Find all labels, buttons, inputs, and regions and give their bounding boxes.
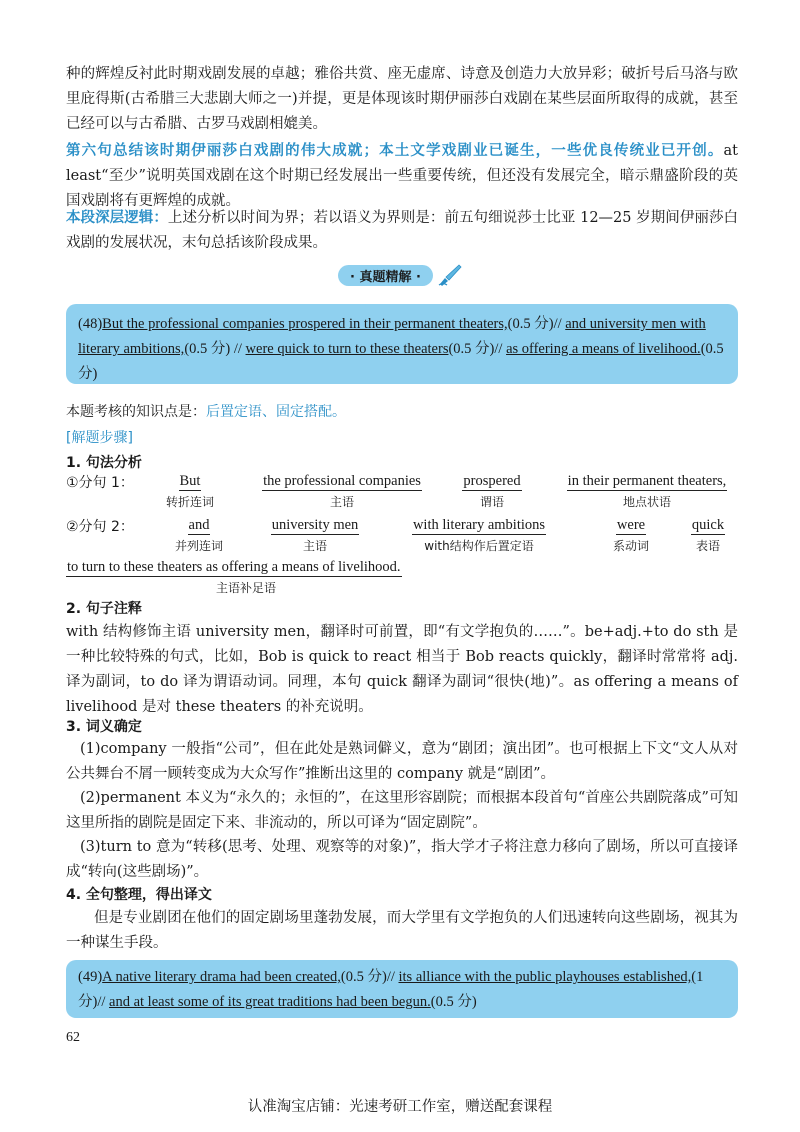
steps-tag: [解题步骤] bbox=[66, 430, 133, 446]
clause-2-token-3: with literary ambitions with结构作后置定语 bbox=[412, 517, 546, 553]
segment-1: A native literary drama had been created, bbox=[102, 969, 341, 985]
page-number: 62 bbox=[66, 1030, 80, 1045]
clause-1-token-4: in their permanent theaters, 地点状语 bbox=[567, 473, 727, 509]
step-3-item-1: (1)company 一般指“公司”，但在此处是熟词僻义，意为“剧团；演出团”。也可根据上下文“文人从对公共舞台不屑一顾转变成为大众写作”推断出这里的 company 就是“剧团”。 bbox=[66, 741, 738, 782]
knowledge-prefix: 本题考核的知识点是： bbox=[66, 404, 206, 420]
clause-2-token-2: university men 主语 bbox=[271, 517, 359, 553]
clause-2-token-5: quick 表语 bbox=[691, 517, 725, 553]
clause-2-token-4: were 系动词 bbox=[612, 517, 649, 553]
step-3-item-2: (2)permanent 本义为“永久的；永恒的”，在这里形容剧院；而根据本段首句“首座公共剧院落成”可知这里所指的剧院是固定下来、非流动的，所以可译为“固定剧院”。 bbox=[66, 790, 738, 831]
question-48-box bbox=[66, 304, 738, 384]
intro-paragraph-3 bbox=[66, 206, 738, 256]
segment-3: were quick to turn to these theaters bbox=[245, 341, 449, 357]
segment-3: and at least some of its great traditions had been begun. bbox=[109, 994, 431, 1010]
segment-4-score: (0.5 分) bbox=[78, 341, 724, 382]
clause-1-token-3: prospered 谓语 bbox=[463, 473, 521, 509]
step-3-item-3: (3)turn to 意为“转移(思考、处理、观察等的对象)”，指大学才子将注意力移向了剧场，所以可直接译成“转向(这些剧场)”。 bbox=[66, 839, 738, 880]
clause-1-label: ①分句 1： bbox=[66, 475, 134, 491]
logic-text: 上述分析以时间为界；若以语义为界则是：前五句细说莎士比亚 12—25 岁期间伊丽莎白戏剧的发展状况，末句总括该阶段成果。 bbox=[66, 210, 738, 251]
step-4-text: 但是专业剧团在他们的固定剧场里蓬勃发展，而大学里有文学抱负的人们迅速转向这些剧场，视其为一种谋生手段。 bbox=[66, 910, 738, 951]
summary-highlight: 第六句总结该时期伊丽莎白戏剧的伟大成就；本土文学戏剧业已诞生，一些优良传统业已开创。 bbox=[66, 143, 724, 159]
step-4-title: 4. 全句整理，得出译文 bbox=[66, 887, 212, 903]
clause-1-token-2: the professional companies 主语 bbox=[263, 473, 421, 509]
banner-label: · 真题精解 · bbox=[338, 265, 433, 286]
segment-4: as offering a means of livelihood. bbox=[506, 341, 701, 357]
segment-1-score: (0.5 分)// bbox=[507, 316, 566, 332]
segment-2: its alliance with the public playhouses established, bbox=[398, 969, 692, 985]
step-2-text: with 结构修饰主语 university men，翻译时可前置，即“有文学抱负的……”。be+adj.+to do sth 是一种比较特殊的句式，比如，Bob is quick to react 相当于 Bob reacts quickly，翻译时常常将 adj. 译为副词，to do 译为谓语动词。同理，本句 quick 翻译为副词“很快(地)”。as offering a means of livelihood 是对 these theaters 的补充说明。 bbox=[66, 624, 738, 715]
segment-2-score: (1 分)// bbox=[78, 969, 704, 1010]
brush-icon bbox=[437, 263, 463, 287]
segment-2-score: (0.5 分) // bbox=[184, 341, 246, 357]
question-number: (48) bbox=[78, 316, 103, 332]
intro-paragraph-2 bbox=[66, 139, 738, 214]
clause-2-label: ②分句 2： bbox=[66, 519, 134, 535]
clause-1-token-1: But 转折连词 bbox=[165, 473, 214, 509]
summary-text: at least“至少”说明英国戏剧在这个时期已经发展出一些重要传统，但还没有发展完全，暗示鼎盛阶段的英国戏剧将有更辉煌的成就。 bbox=[66, 143, 738, 209]
segment-2: and university men with literary ambitions, bbox=[78, 316, 706, 357]
intro-paragraph-1: 种的辉煌反衬此时期戏剧发展的卓越；雅俗共赏、座无虚席、诗意及创造力大放异彩；破折号后马洛与欧里庇得斯(古希腊三大悲剧大师之一)并提，更是体现该时期伊丽莎白戏剧在某些层面所取得的成就，甚至已经可以与古希腊、古罗马戏剧相媲美。 bbox=[66, 66, 738, 132]
clause-2-token-1: and 并列连词 bbox=[174, 517, 223, 553]
logic-highlight: 本段深层逻辑： bbox=[66, 210, 168, 226]
footer-notice: 认准淘宝店铺：光速考研工作室，赠送配套课程 bbox=[247, 1099, 553, 1115]
step-2-title: 2. 句子注释 bbox=[66, 601, 142, 617]
segment-3-score: (0.5 分) bbox=[430, 994, 477, 1010]
knowledge-values: 后置定语、固定搭配。 bbox=[206, 404, 346, 420]
clause-2-complement: to turn to these theaters as offering a means of livelihood. 主语补足语 bbox=[67, 559, 401, 595]
question-number: (49) bbox=[78, 969, 103, 985]
segment-1: But the professional companies prospered in their permanent theaters, bbox=[102, 316, 508, 332]
knowledge-points bbox=[66, 400, 738, 425]
step-3-title: 3. 词义确定 bbox=[66, 719, 142, 735]
step-1-title: 1. 句法分析 bbox=[66, 455, 142, 471]
question-49-box bbox=[66, 960, 738, 1018]
section-banner bbox=[338, 264, 463, 286]
segment-3-score: (0.5 分)// bbox=[448, 341, 507, 357]
segment-1-score: (0.5 分)// bbox=[340, 969, 399, 985]
